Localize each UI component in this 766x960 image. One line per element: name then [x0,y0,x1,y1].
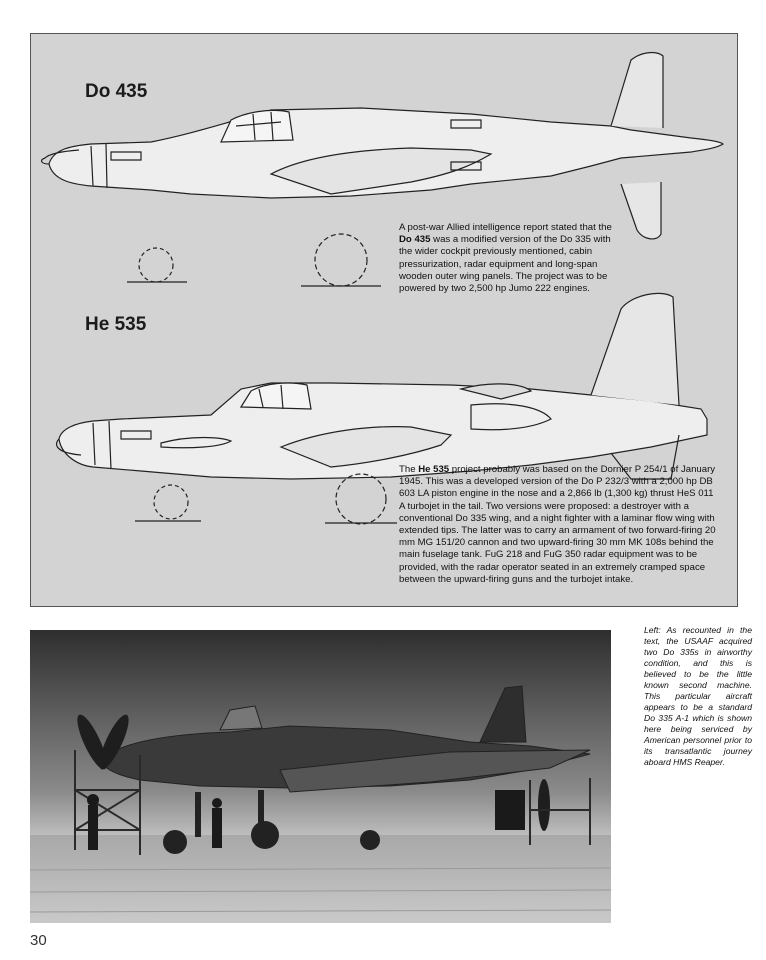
photo-caption: Left: As recounted in the text, the USAAF acquired two Do 335s in airworthy condition, and this is believed to be the little known second machine. This particular aircraft appears to be a standard Do 335 A-1 which is shown here being serviced by American personnel prior to its transatlantic journey aboard HMS Reaper. [644,625,752,767]
do435-caption: A post-war Allied intelligence report stated that the Do 435 was a modified version of the Do 335 with the wider cockpit previously mentioned, cabin pressurization, radar equipment and long-span wooden outer wing panels. The project was to be powered by two 2,500 hp Jumo 222 engines. [399,222,612,295]
page-number: 30 [30,932,47,949]
aircraft-photo [30,630,611,923]
do435-title: Do 435 [85,81,148,102]
drawings-panel [30,33,738,607]
he535-caption: The He 535 project probably was based on the Dornier P 254/1 of January 1945. This was a developed version of the Do P 232/3 with a 2,000 hp DB 603 LA piston engine in the nose and a 2,866 lb (1,300 kg) thrust HeS 011 A turbojet in the tail. Two versions were proposed: a destroyer with a conventional Do 335 wing, and a night fighter with a laminar flow wing with extended tips. The latter was to carry an armament of two forward-firing 20 mm MG 151/20 cannon and two upward-firing 30 mm MK 108s behind the main fuselage tank. FuG 218 and FuG 350 radar equipment was to be provided, with the radar operator seated in an extremely cramped space between the upward-firing guns and the turbojet intake. [399,464,716,585]
he535-title: He 535 [85,314,147,335]
